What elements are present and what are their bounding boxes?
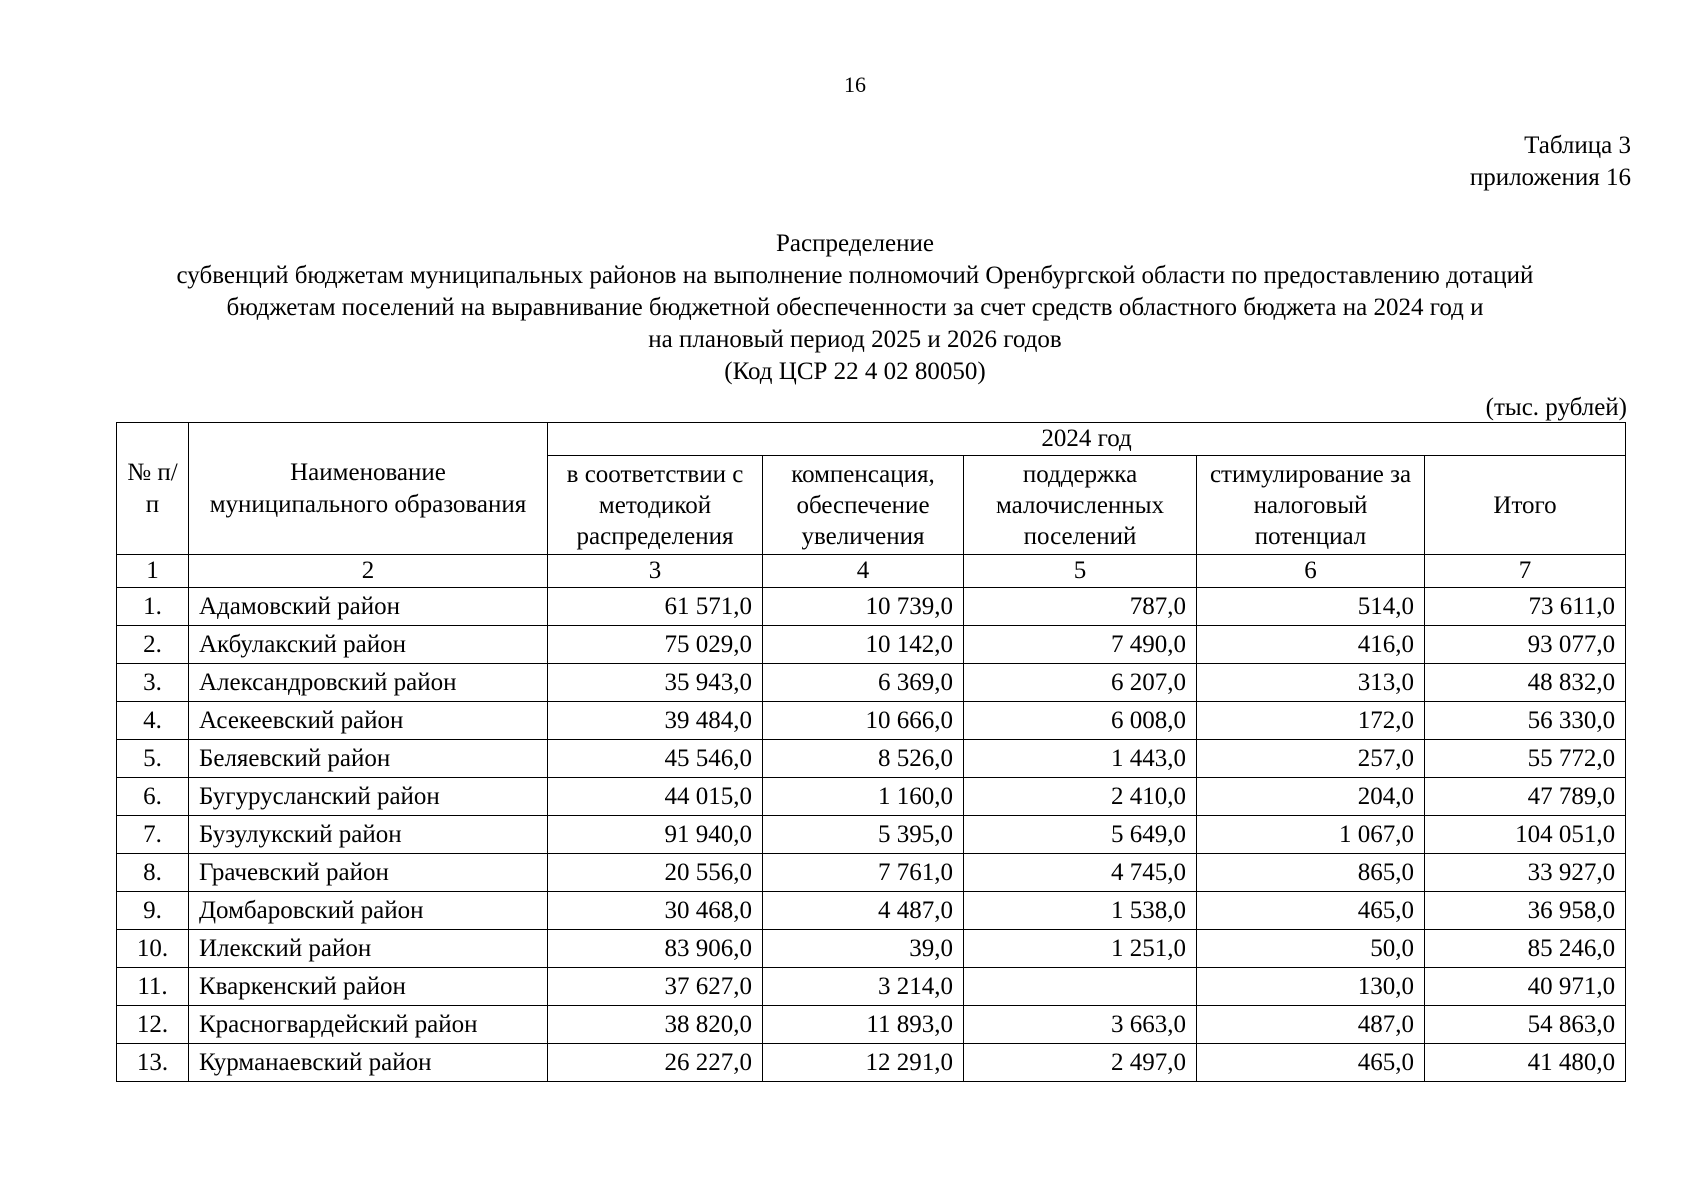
row-number: 11. [117,968,189,1006]
value-compensation: 8 526,0 [763,740,964,778]
header-col4: компенсация, обеспечение увеличения [763,456,964,555]
title-line3: бюджетам поселений на выравнивание бюджетной обеспеченности за счет средств областного бюджета на 2024 год и [226,294,1484,321]
header-col7: Итого [1425,456,1626,555]
table-ref-line2: приложения 16 [1469,164,1631,191]
table-row [117,626,1626,664]
value-total: 104 051,0 [1425,816,1626,854]
row-number: 1. [117,588,189,626]
value-small-settlements: 787,0 [964,588,1197,626]
header-num: № п/п [117,423,189,555]
table-body [117,588,1626,1082]
header-col6: стимулирование за налоговый потенциал [1197,456,1425,555]
value-small-settlements: 2 497,0 [964,1044,1197,1082]
municipality-name: Красногвардейский район [189,1006,548,1044]
value-compensation: 39,0 [763,930,964,968]
header-col5: поддержка малочисленных поселений [964,456,1197,555]
value-total: 40 971,0 [1425,968,1626,1006]
title-line2: субвенций бюджетам муниципальных районов на выполнение полномочий Оренбургской области по предоставлению дотаций [176,262,1534,289]
municipality-name: Кваркенский район [189,968,548,1006]
row-number: 4. [117,702,189,740]
value-tax-stimulus: 313,0 [1197,664,1425,702]
value-methodology: 75 029,0 [548,626,763,664]
value-total: 33 927,0 [1425,854,1626,892]
value-tax-stimulus: 416,0 [1197,626,1425,664]
municipality-name: Бугурусланский район [189,778,548,816]
value-tax-stimulus: 514,0 [1197,588,1425,626]
row-number: 5. [117,740,189,778]
value-total: 48 832,0 [1425,664,1626,702]
table-row [117,588,1626,626]
value-small-settlements: 3 663,0 [964,1006,1197,1044]
table-ref-line1: Таблица 3 [1524,132,1631,159]
municipality-name: Бузулукский район [189,816,548,854]
value-methodology: 20 556,0 [548,854,763,892]
table-row [117,778,1626,816]
subvention-table [116,422,1626,1082]
value-compensation: 10 666,0 [763,702,964,740]
value-compensation: 5 395,0 [763,816,964,854]
value-compensation: 7 761,0 [763,854,964,892]
col-number: 2 [189,555,548,588]
table-row [117,816,1626,854]
table-reference [1470,130,1631,194]
municipality-name: Курманаевский район [189,1044,548,1082]
municipality-name: Адамовский район [189,588,548,626]
value-tax-stimulus: 257,0 [1197,740,1425,778]
value-methodology: 61 571,0 [548,588,763,626]
value-small-settlements: 6 008,0 [964,702,1197,740]
row-number: 13. [117,1044,189,1082]
header-year: 2024 год [548,423,1626,456]
municipality-name: Александровский район [189,664,548,702]
value-small-settlements: 2 410,0 [964,778,1197,816]
table-row [117,892,1626,930]
table-row [117,1044,1626,1082]
value-total: 41 480,0 [1425,1044,1626,1082]
value-total: 85 246,0 [1425,930,1626,968]
value-total: 55 772,0 [1425,740,1626,778]
value-methodology: 39 484,0 [548,702,763,740]
value-compensation: 3 214,0 [763,968,964,1006]
row-number: 7. [117,816,189,854]
municipality-name: Асекеевский район [189,702,548,740]
title-line5: (Код ЦСР 22 4 02 80050) [724,358,986,385]
value-total: 93 077,0 [1425,626,1626,664]
municipality-name: Беляевский район [189,740,548,778]
value-tax-stimulus: 172,0 [1197,702,1425,740]
value-small-settlements: 1 538,0 [964,892,1197,930]
row-number: 8. [117,854,189,892]
value-methodology: 30 468,0 [548,892,763,930]
value-total: 47 789,0 [1425,778,1626,816]
value-tax-stimulus: 465,0 [1197,892,1425,930]
row-number: 3. [117,664,189,702]
value-methodology: 44 015,0 [548,778,763,816]
value-small-settlements: 1 443,0 [964,740,1197,778]
municipality-name: Илекский район [189,930,548,968]
header-row-top [117,423,1626,456]
table-row [117,702,1626,740]
value-compensation: 6 369,0 [763,664,964,702]
value-small-settlements: 5 649,0 [964,816,1197,854]
title-line1: Распределение [776,230,934,257]
value-tax-stimulus: 204,0 [1197,778,1425,816]
row-number: 6. [117,778,189,816]
header-name: Наименование муниципального образования [189,423,548,555]
title-line4: на плановый период 2025 и 2026 годов [648,326,1062,353]
value-methodology: 91 940,0 [548,816,763,854]
value-total: 73 611,0 [1425,588,1626,626]
col-number: 3 [548,555,763,588]
table-row [117,854,1626,892]
value-compensation: 11 893,0 [763,1006,964,1044]
table-row [117,1006,1626,1044]
value-tax-stimulus: 865,0 [1197,854,1425,892]
value-small-settlements: 6 207,0 [964,664,1197,702]
column-number-row [117,555,1626,588]
value-methodology: 83 906,0 [548,930,763,968]
document-title [0,228,1697,388]
table-row [117,740,1626,778]
value-total: 36 958,0 [1425,892,1626,930]
page-number: 16 [844,72,866,97]
table-row [117,930,1626,968]
row-number: 12. [117,1006,189,1044]
col-number: 7 [1425,555,1626,588]
value-total: 54 863,0 [1425,1006,1626,1044]
value-tax-stimulus: 50,0 [1197,930,1425,968]
row-number: 10. [117,930,189,968]
col-number: 5 [964,555,1197,588]
units-label: (тыс. рублей) [1485,394,1627,421]
col-number: 6 [1197,555,1425,588]
header-col3: в соответствии с методикой распределения [548,456,763,555]
value-compensation: 10 739,0 [763,588,964,626]
value-methodology: 38 820,0 [548,1006,763,1044]
col-number: 1 [117,555,189,588]
value-methodology: 37 627,0 [548,968,763,1006]
value-tax-stimulus: 1 067,0 [1197,816,1425,854]
value-methodology: 45 546,0 [548,740,763,778]
col-number: 4 [763,555,964,588]
value-tax-stimulus: 465,0 [1197,1044,1425,1082]
value-small-settlements [964,968,1197,1006]
value-small-settlements: 4 745,0 [964,854,1197,892]
value-total: 56 330,0 [1425,702,1626,740]
value-methodology: 35 943,0 [548,664,763,702]
value-compensation: 4 487,0 [763,892,964,930]
value-tax-stimulus: 130,0 [1197,968,1425,1006]
row-number: 9. [117,892,189,930]
value-small-settlements: 7 490,0 [964,626,1197,664]
municipality-name: Грачевский район [189,854,548,892]
value-compensation: 10 142,0 [763,626,964,664]
municipality-name: Акбулакский район [189,626,548,664]
value-methodology: 26 227,0 [548,1044,763,1082]
value-tax-stimulus: 487,0 [1197,1006,1425,1044]
row-number: 2. [117,626,189,664]
value-small-settlements: 1 251,0 [964,930,1197,968]
municipality-name: Домбаровский район [189,892,548,930]
value-compensation: 1 160,0 [763,778,964,816]
value-compensation: 12 291,0 [763,1044,964,1082]
table-row [117,968,1626,1006]
table-row [117,664,1626,702]
